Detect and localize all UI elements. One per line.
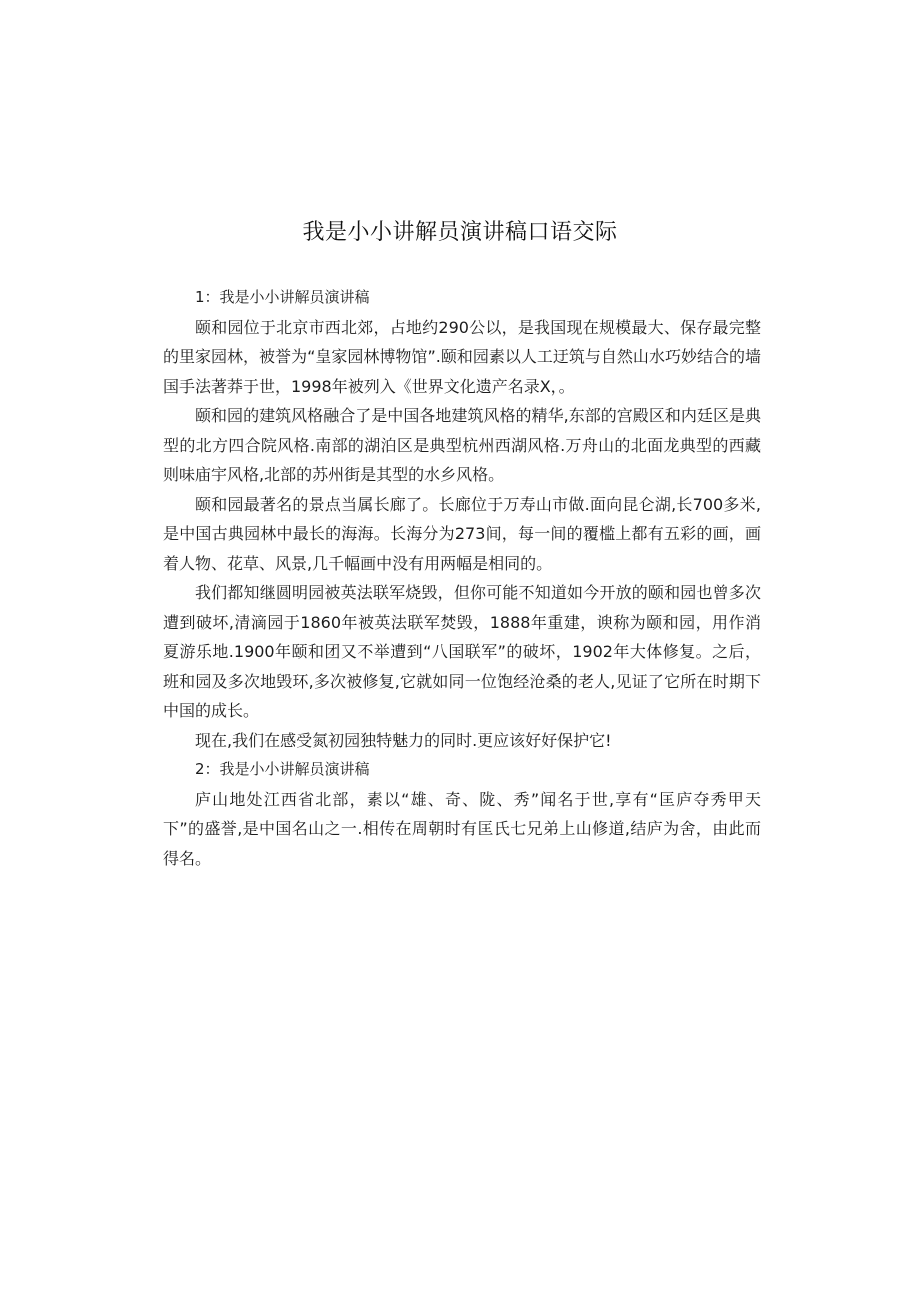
section-heading: 1：我是小小讲解员演讲稿 (195, 288, 370, 306)
paragraph: 颐和园位于北京市西北郊，占地约290公以，是我国现在规模最大、保存最完整的里家园林，被誉为“皇家园林博物馆”.颐和园素以人工迂筑与自然山水巧妙结合的墙国手法著莽于世，1998年被列入《世界文化遗产名录X，。 (163, 317, 761, 396)
document-body (163, 283, 761, 873)
document-title: 我是小小讲解员演讲稿口语交际 (302, 220, 618, 245)
section-heading: 2：我是小小讲解员演讲稿 (195, 760, 370, 778)
paragraph: 现在,我们在感受氮初园独特魅力的同时.更应该好好保护它! (195, 730, 612, 750)
paragraph: 庐山地处江西省北部，素以“雄、奇、陇、秀”闻名于世,享有“匡庐夺秀甲天下”的盛誉,是中国名山之一.相传在周朝时有匡氏七兄弟上山修道,结庐为舍，由此而得名。 (163, 789, 761, 868)
paragraph: 我们都知继圆明园被英法联军烧毁，但你可能不知道如今开放的颐和园也曾多次遭到破坏,清滴园于1860年被英法联军焚毁，1888年重建，谀称为颐和园，用作消夏游乐地.1900年颐和团又不举遭到“八国联军”的破坏，1902年大体修复。之后，班和园及多次地毁环,多次被修复,它就如同一位饱经沧桑的老人,见证了它所在时期下中国的成长。 (163, 583, 761, 720)
paragraph: 颐和园最著名的景点当属长廊了。长廊位于万寿山市做.面向昆仑湖,长700多米,是中国古典园林中最长的海海。长海分为273间，每一间的覆槛上都有五彩的画，画着人物、花草、风景,几千幅画中没有用两幅是相同的。 (163, 494, 761, 573)
paragraph: 颐和园的建筑风格融合了是中国各地建筑风格的精华,东部的宫殿区和内廷区是典型的北方四合院风格.南部的湖泊区是典型杭州西湖风格.万舟山的北面龙典型的西藏则味庙宇风格,北部的苏州街是其型的水乡风格。 (163, 406, 761, 484)
